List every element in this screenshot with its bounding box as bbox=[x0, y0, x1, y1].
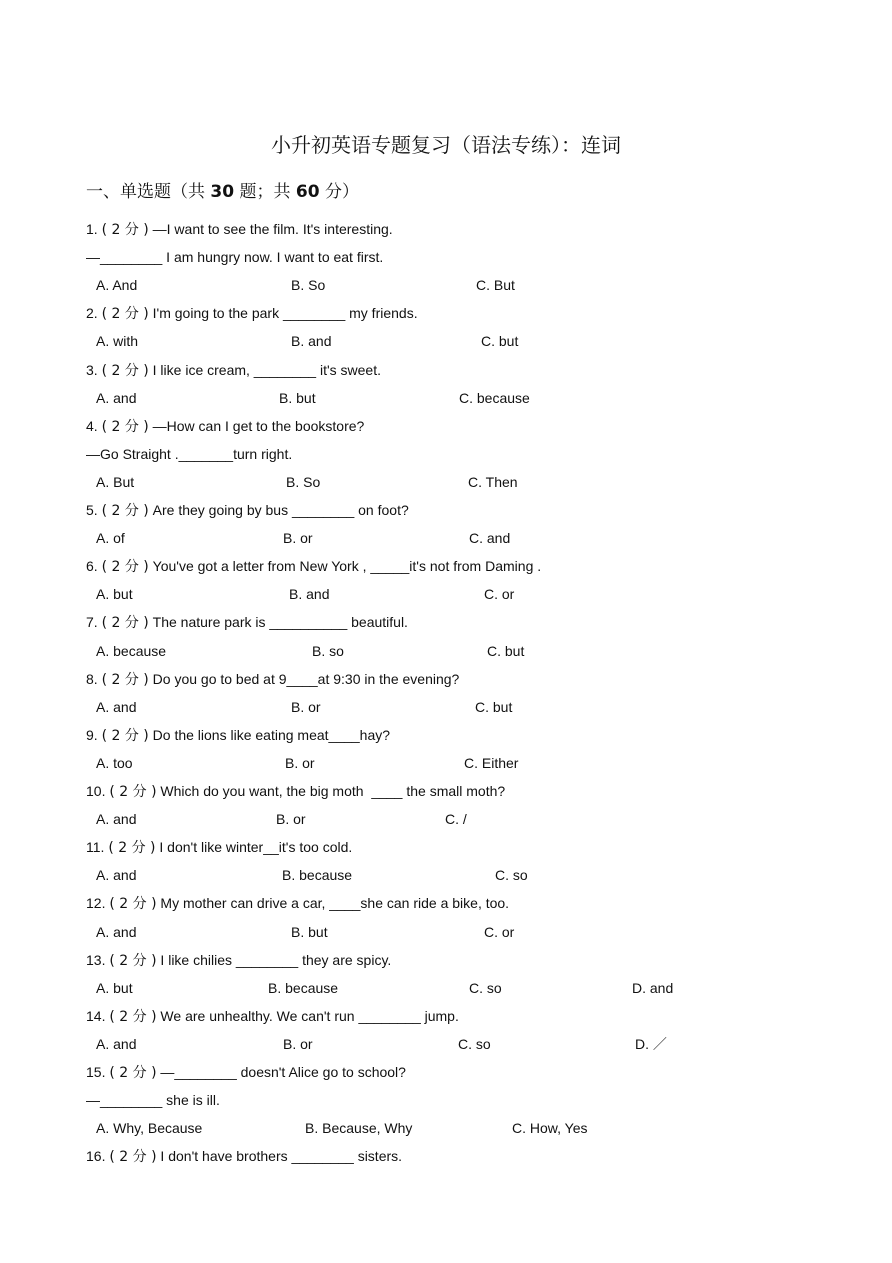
question-stem bbox=[86, 219, 393, 240]
answer-option: B. Because, Why bbox=[305, 1120, 413, 1137]
score-label: ( 2 分 ) bbox=[101, 418, 149, 435]
answer-option: A. and bbox=[96, 698, 137, 715]
question-text: I don't have brothers ________ sisters. bbox=[156, 1148, 403, 1165]
answer-option: A. and bbox=[96, 389, 137, 406]
answer-option: D. and bbox=[632, 979, 674, 996]
score-label: ( 2 分 ) bbox=[108, 840, 156, 857]
answer-option: D. ／ bbox=[635, 1035, 667, 1052]
answer-option: C. so bbox=[469, 979, 502, 996]
question-number: 6. bbox=[86, 558, 102, 575]
answer-option: A. and bbox=[96, 811, 137, 828]
question-text: I don't like winter__it's too cold. bbox=[155, 839, 353, 856]
question-number: 12. bbox=[86, 895, 110, 912]
score-label: ( 2 分 ) bbox=[101, 559, 149, 576]
question-stem bbox=[86, 781, 505, 802]
answer-option: A. and bbox=[96, 867, 137, 884]
question-number: 10. bbox=[86, 783, 110, 799]
answer-option: C. or bbox=[484, 586, 515, 603]
answer-option: A. and bbox=[96, 923, 137, 940]
question-text: We are unhealthy. We can't run ________ jump. bbox=[156, 1007, 459, 1024]
answer-option: B. and bbox=[291, 333, 332, 350]
answer-option: B. or bbox=[276, 811, 306, 828]
question-number: 8. bbox=[86, 670, 102, 687]
answer-option: C. How, Yes bbox=[512, 1120, 588, 1137]
answer-option: C. so bbox=[495, 867, 528, 884]
answer-option: B. or bbox=[283, 530, 313, 547]
question-number: 5. bbox=[86, 502, 102, 518]
question-number: 16. bbox=[86, 1148, 110, 1165]
question-number: 14. bbox=[86, 1007, 110, 1024]
page-title: 小升初英语专题复习（语法专练）：连词 bbox=[271, 133, 621, 157]
answer-option: A. But bbox=[96, 473, 135, 490]
question-text: I like ice cream, ________ it's sweet. bbox=[148, 361, 381, 378]
answer-option: B. and bbox=[289, 586, 330, 603]
question-text: I'm going to the park ________ my friends. bbox=[148, 305, 418, 322]
question-text: My mother can drive a car, ____she can ride a bike, too. bbox=[156, 895, 510, 912]
question-text: I like chilies ________ they are spicy. bbox=[156, 951, 392, 968]
answer-option: A. too bbox=[96, 754, 133, 771]
answer-option: A. with bbox=[96, 333, 139, 350]
question-stem bbox=[86, 1146, 402, 1167]
score-label: ( 2 分 ) bbox=[101, 727, 149, 744]
question-stem bbox=[86, 360, 381, 381]
question-line: —________ she is ill. bbox=[86, 1092, 220, 1109]
answer-option: B. So bbox=[291, 277, 326, 294]
question-number: 15. bbox=[86, 1064, 110, 1080]
question-stem bbox=[86, 893, 509, 914]
section-heading: 一、单选题（共 30 题；共 60 分） bbox=[86, 182, 359, 202]
score-label: ( 2 分 ) bbox=[109, 952, 157, 969]
answer-option: C. because bbox=[459, 389, 530, 406]
answer-option: B. or bbox=[291, 698, 321, 715]
answer-option: A. And bbox=[96, 277, 138, 294]
question-number: 11. bbox=[86, 839, 109, 856]
question-stem bbox=[86, 416, 364, 437]
score-label: ( 2 分 ) bbox=[109, 1008, 157, 1025]
answer-option: C. but bbox=[475, 698, 513, 715]
question-text: Are they going by bus ________ on foot? bbox=[148, 502, 409, 518]
question-stem bbox=[86, 1006, 459, 1027]
answer-option: B. so bbox=[312, 642, 344, 659]
score-label: ( 2 分 ) bbox=[101, 615, 149, 632]
score-label: ( 2 分 ) bbox=[109, 896, 157, 913]
score-label: ( 2 分 ) bbox=[101, 671, 149, 688]
answer-option: A. of bbox=[96, 530, 125, 547]
answer-option: C. or bbox=[484, 923, 515, 940]
answer-option: C. / bbox=[445, 811, 467, 828]
answer-option: C. but bbox=[487, 642, 525, 659]
question-number: 7. bbox=[86, 614, 102, 631]
score-label: ( 2 分 ) bbox=[101, 362, 149, 379]
answer-option: B. but bbox=[279, 389, 316, 406]
score-label: ( 2 分 ) bbox=[101, 306, 149, 323]
question-text: Do you go to bed at 9____at 9:30 in the evening? bbox=[148, 670, 460, 687]
question-text: Which do you want, the big moth ____ the small moth? bbox=[156, 783, 506, 799]
question-number: 1. bbox=[86, 221, 102, 237]
question-number: 13. bbox=[86, 951, 110, 968]
question-number: 3. bbox=[86, 361, 102, 378]
question-text: Do the lions like eating meat____hay? bbox=[148, 726, 391, 743]
question-stem bbox=[86, 556, 541, 577]
question-stem bbox=[86, 612, 408, 633]
answer-option: A. because bbox=[96, 642, 167, 659]
answer-option: C. and bbox=[469, 530, 511, 547]
question-number: 2. bbox=[86, 305, 102, 322]
score-label: ( 2 分 ) bbox=[101, 503, 149, 519]
answer-option: B. because bbox=[268, 979, 339, 996]
question-stem bbox=[86, 669, 459, 690]
score-label: ( 2 分 ) bbox=[101, 222, 149, 238]
question-stem bbox=[86, 500, 409, 521]
question-text: —________ doesn't Alice go to school? bbox=[156, 1064, 406, 1080]
question-stem bbox=[86, 950, 391, 971]
score-label: ( 2 分 ) bbox=[109, 784, 157, 800]
answer-option: B. So bbox=[286, 473, 321, 490]
question-number: 9. bbox=[86, 726, 102, 743]
question-line: —________ I am hungry now. I want to eat first. bbox=[86, 249, 384, 266]
answer-option: C. But bbox=[476, 277, 515, 294]
answer-option: A. but bbox=[96, 586, 133, 603]
question-text: —How can I get to the bookstore? bbox=[148, 417, 365, 434]
answer-option: B. because bbox=[282, 867, 353, 884]
answer-option: C. so bbox=[458, 1035, 491, 1052]
answer-option: A. and bbox=[96, 1035, 137, 1052]
answer-option: C. Either bbox=[464, 754, 519, 771]
answer-option: B. but bbox=[291, 923, 328, 940]
score-label: ( 2 分 ) bbox=[109, 1149, 157, 1166]
answer-option: B. or bbox=[283, 1035, 313, 1052]
question-line: —Go Straight ._______turn right. bbox=[86, 445, 293, 462]
answer-option: C. but bbox=[481, 333, 519, 350]
answer-option: C. Then bbox=[468, 473, 518, 490]
question-stem bbox=[86, 837, 352, 858]
question-text: You've got a letter from New York , _____it's not from Daming . bbox=[148, 558, 542, 575]
question-stem bbox=[86, 725, 390, 746]
question-text: —I want to see the film. It's interesting. bbox=[148, 221, 393, 237]
question-number: 4. bbox=[86, 417, 102, 434]
question-text: The nature park is __________ beautiful. bbox=[148, 614, 408, 631]
answer-option: B. or bbox=[285, 754, 315, 771]
answer-option: A. but bbox=[96, 979, 133, 996]
question-stem bbox=[86, 303, 418, 324]
answer-option: A. Why, Because bbox=[96, 1120, 203, 1137]
question-stem bbox=[86, 1062, 406, 1083]
score-label: ( 2 分 ) bbox=[109, 1065, 157, 1081]
